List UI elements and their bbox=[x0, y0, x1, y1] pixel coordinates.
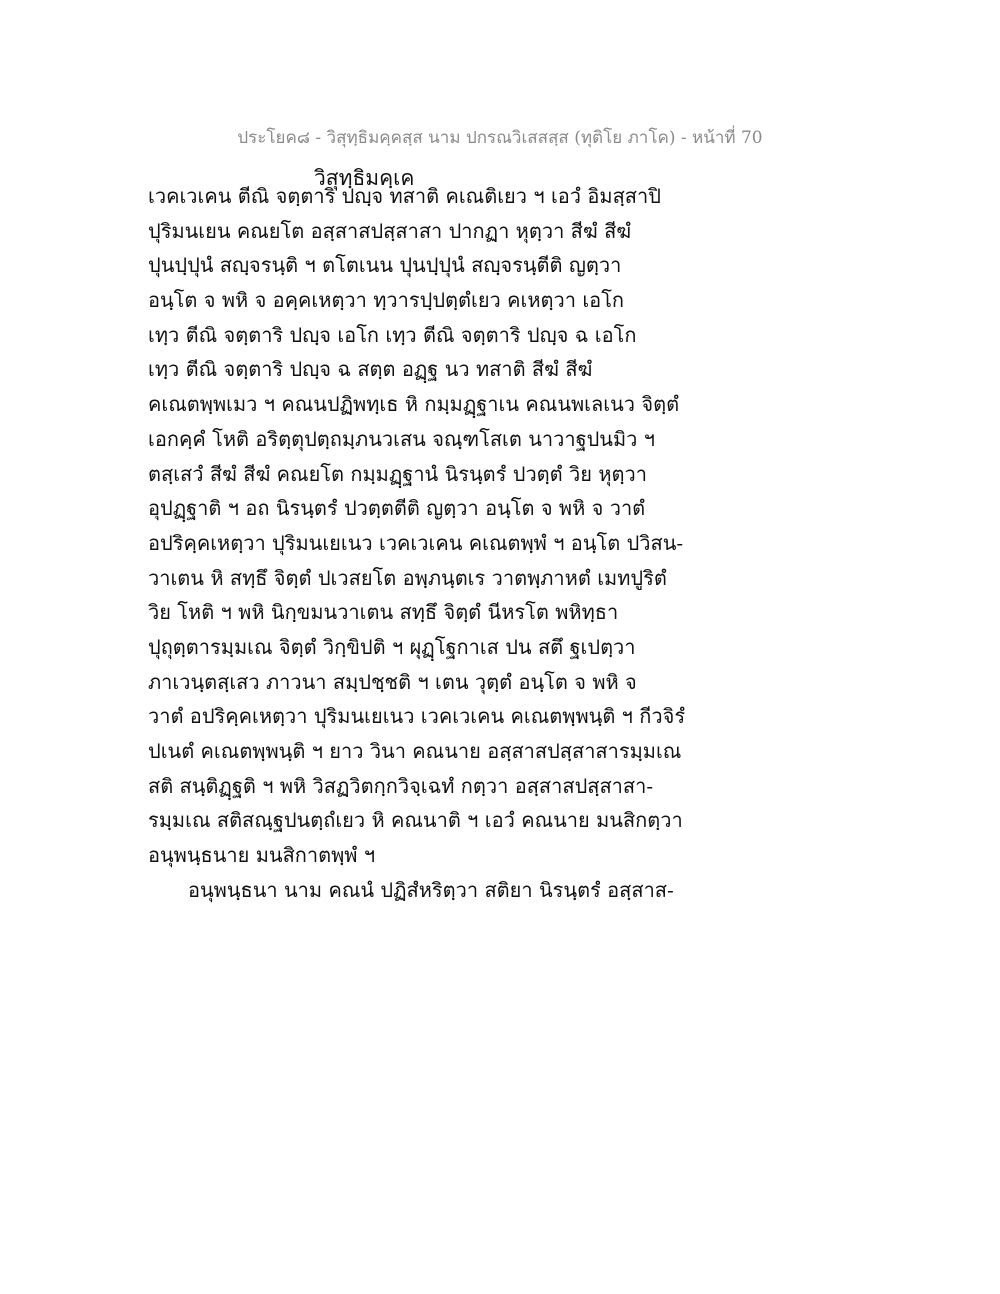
text-line: สติ สนฺติฏฺฐติ ฯ พหิ วิสฏวิตกฺกวิจฺเฉทํ กตฺวา อสฺสาสปสฺสาสา- bbox=[148, 773, 654, 798]
text-line: อนฺโต จ พหิ จ อคฺคเหตฺวา ทฺวารปฺปตฺตํเยว คเหตฺวา เอโก bbox=[148, 288, 625, 313]
section-title: วิสุทฺธิมคฺเค bbox=[314, 166, 415, 190]
text-line: อนุพนฺธนาย มนสิกาตพฺพํ ฯ bbox=[148, 843, 376, 868]
text-line: วิย โหติ ฯ พหิ นิกฺขมนวาเตน สทฺธึ จิตฺตํ นีหรโต พหิทฺธา bbox=[148, 600, 619, 625]
text-line: ปุริมนเยน คณยโต อสฺสาสปสฺสาสา ปากฏา หุตฺวา สีฆํ สีฆํ bbox=[148, 218, 632, 243]
text-line: อุปฏฺฐาติ ฯ อถ นิรนฺตรํ ปวตฺตตีติ ญตฺวา อนฺโต จ พหิ จ วาตํ bbox=[148, 496, 646, 521]
running-header: ประโยค๘ - วิสุทฺธิมคฺคสฺส นาม ปกรณวิเสสสฺส (ทุติโย ภาโค) - หน้าที่ 70 bbox=[237, 128, 763, 148]
text-line: ตสฺเสวํ สีฆํ สีฆํ คณยโต กมฺมฏฺฐานํ นิรนฺตรํ ปวตฺตํ วิย หุตฺวา bbox=[148, 461, 647, 486]
text-line: วาเตน หิ สทฺธึ จิตฺตํ ปเวสยโต อพฺภนฺตเร วาตพฺภาหตํ เมทปูริตํ bbox=[148, 565, 667, 590]
text-line: คเณตพฺพเมว ฯ คณนปฏิพทฺเธ หิ กมฺมฏฺฐาเน คณนพเลเนว จิตฺตํ bbox=[148, 392, 680, 417]
text-line: ปุนปฺปุนํ สญฺจรนฺติ ฯ ตโตเนน ปุนปฺปุนํ สญฺจรนฺตีติ ญตฺวา bbox=[148, 253, 622, 278]
text-line: วาตํ อปริคฺคเหตฺวา ปุริมนเยเนว เวคเวเคน คเณตพฺพนฺติ ฯ กีวจิรํ bbox=[148, 704, 686, 729]
text-line: ปเนตํ คเณตพฺพนฺติ ฯ ยาว วินา คณนาย อสฺสาสปสฺสาสารมฺมเณ bbox=[148, 739, 682, 763]
text-line: เวคเวเคน ตีณิ จตฺตาริ ปญฺจ ทสาติ คเณติเยว ฯ เอวํ อิมสฺสาปิ bbox=[148, 184, 661, 208]
text-line: เทฺว ตีณิ จตฺตาริ ปญฺจ เอโก เทฺว ตีณิ จตฺตาริ ปญฺจ ฉ เอโก bbox=[148, 322, 637, 347]
text-line: ปุถุตฺตารมฺมเณ จิตฺตํ วิกฺขิปติ ฯ ผุฏฺโฐกาเส ปน สตึ ฐเปตฺวา bbox=[148, 634, 636, 659]
text-line: เอกคฺคํ โหติ อริตฺตุปตฺถมฺภนวเสน จณฺฑโสเต นาวาฐปนมิว ฯ bbox=[148, 426, 655, 451]
text-line: อปริคฺคเหตฺวา ปุริมนเยเนว เวคเวเคน คเณตพฺพํ ฯ อนฺโต ปวิสน- bbox=[148, 530, 684, 555]
text-line: ภาเวนฺตสฺเสว ภาวนา สมฺปชฺชติ ฯ เตน วุตฺตํ อนฺโต จ พหิ จ bbox=[148, 669, 637, 694]
body-text bbox=[148, 179, 708, 907]
paragraph-start-line: อนุพนฺธนา นาม คณนํ ปฏิสํหริตฺวา สติยา นิรนฺตรํ อสฺสาส- bbox=[188, 877, 674, 902]
text-line: เทฺว ตีณิ จตฺตาริ ปญฺจ ฉ สตฺต อฏฺฐ นว ทสาติ สีฆํ สีฆํ bbox=[148, 357, 593, 382]
text-line: รมฺมเณ สติสณฺฐปนตฺถํเยว หิ คณนาติ ฯ เอวํ คณนาย มนสิกตฺวา bbox=[148, 808, 683, 833]
